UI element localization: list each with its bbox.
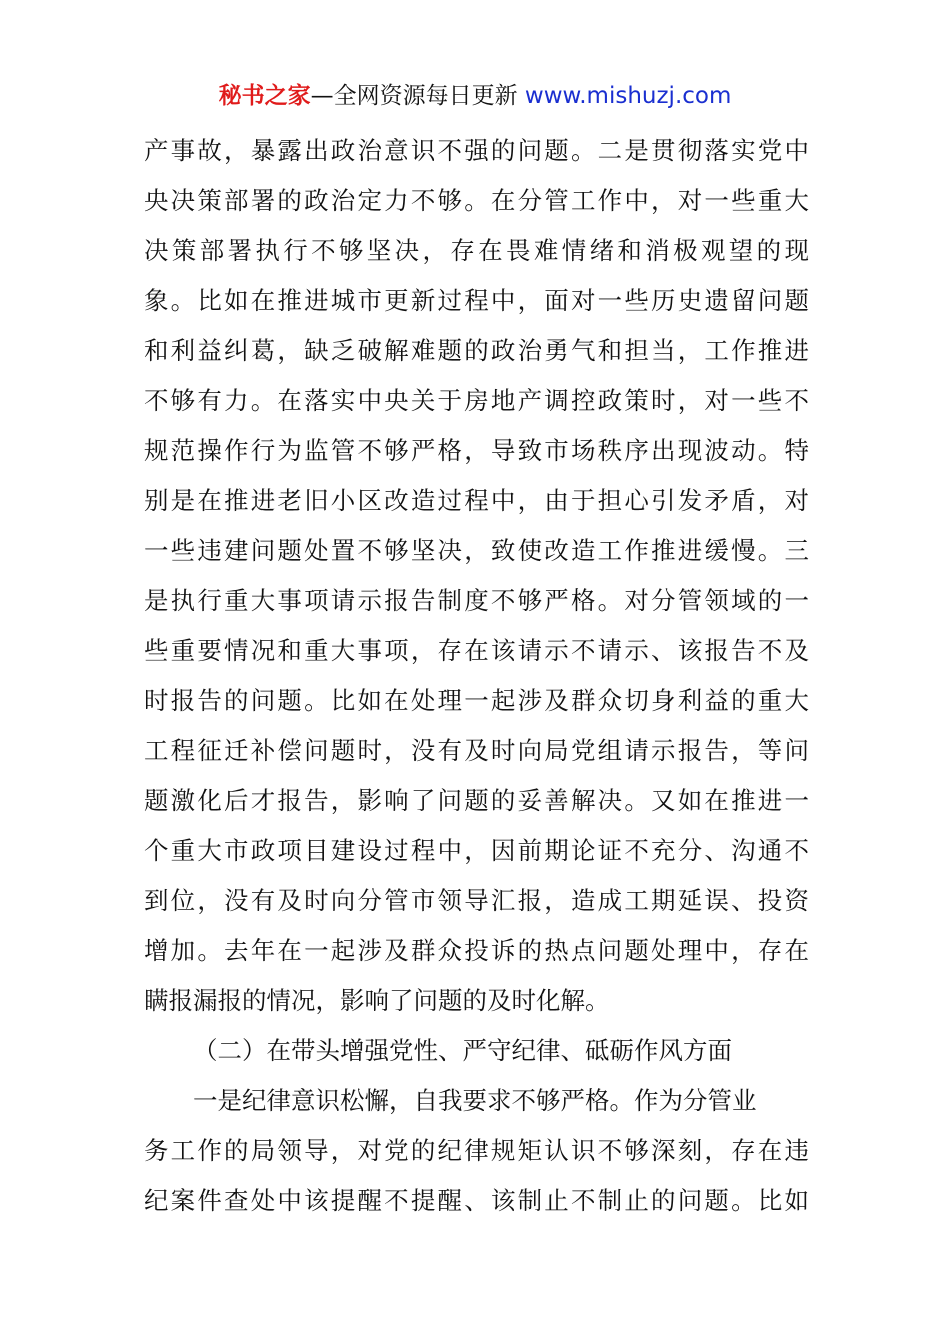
paragraph-line: 产事故，暴露出政治意识不强的问题。二是贯彻落实党中 bbox=[144, 136, 809, 165]
paragraph-line: 一是纪律意识松懈，自我要求不够严格。作为分管业 bbox=[193, 1086, 757, 1115]
paragraph-line: 央决策部署的政治定力不够。在分管工作中，对一些重大 bbox=[144, 186, 809, 215]
paragraph-line: 题激化后才报告，影响了问题的妥善解决。又如在推进一 bbox=[144, 786, 809, 815]
paragraph-line: 纪案件查处中该提醒不提醒、该制止不制止的问题。比如 bbox=[144, 1186, 809, 1215]
paragraph-line: 和利益纠葛，缺乏破解难题的政治勇气和担当，工作推进 bbox=[144, 336, 809, 365]
paragraph-line: 个重大市政项目建设过程中，因前期论证不充分、沟通不 bbox=[144, 836, 809, 865]
site-url[interactable]: www.mishuzj.com bbox=[524, 83, 732, 109]
paragraph-line: 瞒报漏报的情况，影响了问题的及时化解。 bbox=[144, 986, 610, 1015]
site-header bbox=[0, 80, 950, 112]
paragraph-line: 工程征迁补偿问题时，没有及时向局党组请示报告，等问 bbox=[144, 736, 809, 765]
section-heading: （二）在带头增强党性、严守纪律、砥砺作风方面 bbox=[193, 1036, 732, 1065]
paragraph-line: 务工作的局领导，对党的纪律规矩认识不够深刻，存在违 bbox=[144, 1136, 809, 1165]
site-brand: 秘书之家 bbox=[218, 83, 311, 109]
paragraph-line: 规范操作行为监管不够严格，导致市场秩序出现波动。特 bbox=[144, 436, 809, 465]
paragraph-line: 些重要情况和重大事项，存在该请示不请示、该报告不及 bbox=[144, 636, 809, 665]
site-tagline: —全网资源每日更新 bbox=[310, 83, 525, 109]
document-body bbox=[144, 126, 809, 1226]
paragraph-line: 到位，没有及时向分管市领导汇报，造成工期延误、投资 bbox=[144, 886, 809, 915]
paragraph-line: 增加。去年在一起涉及群众投诉的热点问题处理中，存在 bbox=[144, 936, 809, 965]
paragraph-line: 时报告的问题。比如在处理一起涉及群众切身利益的重大 bbox=[144, 686, 809, 715]
paragraph-line: 决策部署执行不够坚决，存在畏难情绪和消极观望的现 bbox=[144, 236, 809, 265]
paragraph-line: 别是在推进老旧小区改造过程中，由于担心引发矛盾，对 bbox=[144, 486, 809, 515]
paragraph-line: 一些违建问题处置不够坚决，致使改造工作推进缓慢。三 bbox=[144, 536, 809, 565]
paragraph-line: 不够有力。在落实中央关于房地产调控政策时，对一些不 bbox=[144, 386, 809, 415]
paragraph-line: 是执行重大事项请示报告制度不够严格。对分管领域的一 bbox=[144, 586, 809, 615]
paragraph-line: 象。比如在推进城市更新过程中，面对一些历史遗留问题 bbox=[144, 286, 809, 315]
